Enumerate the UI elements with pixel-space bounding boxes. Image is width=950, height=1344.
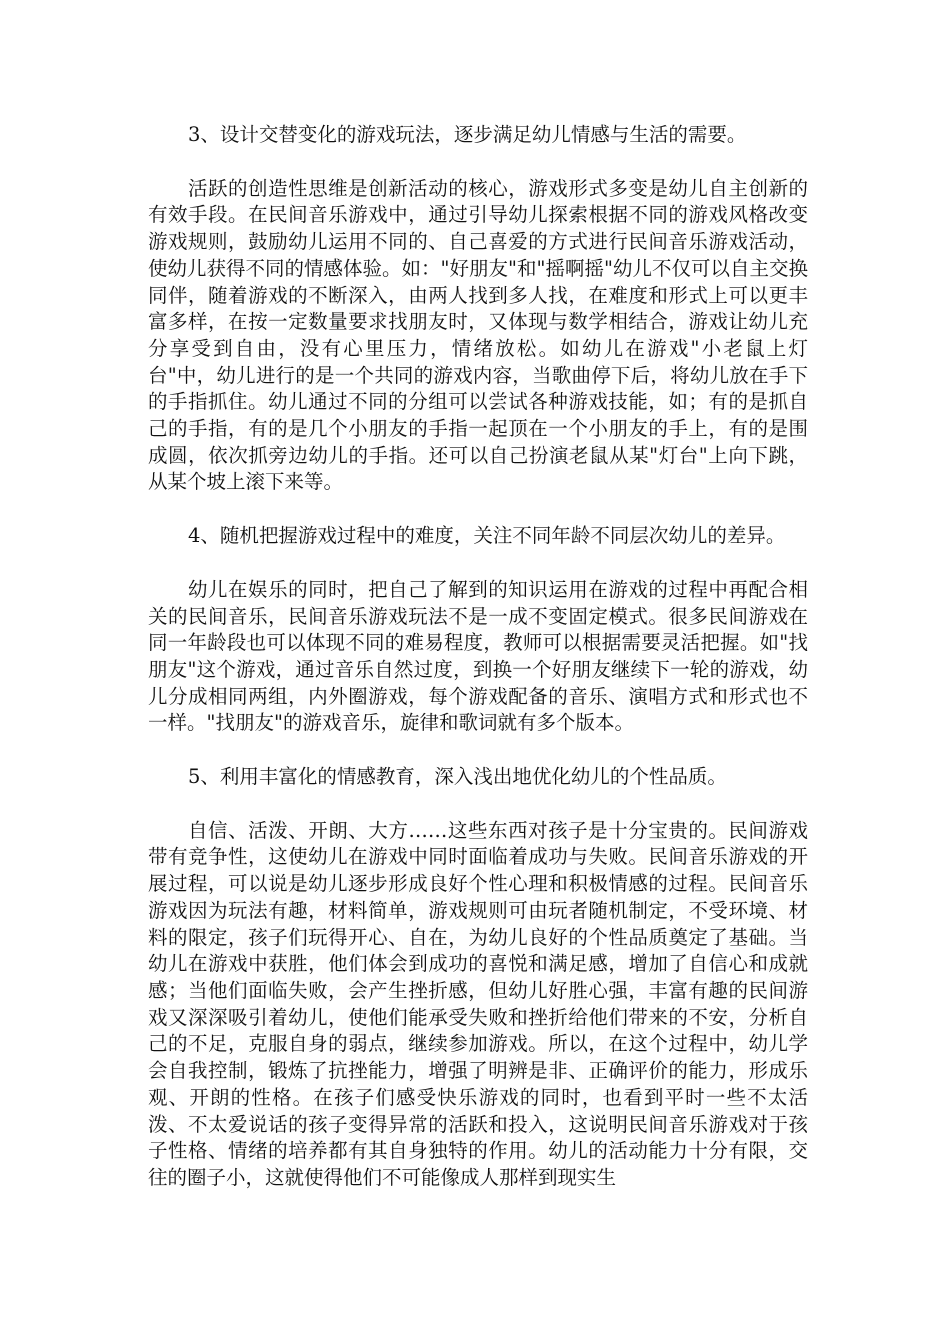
section-heading-3: 3、设计交替变化的游戏玩法，逐步满足幼儿情感与生活的需要。 bbox=[188, 123, 747, 146]
body-paragraph-1: 活跃的创造性思维是创新活动的核心，游戏形式多变是幼儿自主创新的有效手段。在民间音乐游戏中，通过引导幼儿探索根据不同的游戏风格改变游戏规则，鼓励幼儿运用不同的、自己喜爱的方式进行民间音乐游戏活动，使幼儿获得不同的情感体验。如："好朋友"和"摇啊摇"幼儿不仅可以自主交换同伴，随着游戏的不断深入，由两人找到多人找，在难度和形式上可以更丰富多样，在按一定数量要求找朋友时，又体现与数学相结合，游戏让幼儿充分享受到自由，没有心里压力，情绪放松。如幼儿在游戏"小老鼠上灯台"中，幼儿进行的是一个共同的游戏内容，当歌曲停下后，将幼儿放在手下的手指抓住。幼儿通过不同的分组可以尝试各种游戏技能，如；有的是抓自己的手指，有的是几个小朋友的手指一起顶在一个小朋友的手上，有的是围成圆，依次抓旁边幼儿的手指。还可以自己扮演老鼠从某"灯台"上向下跳，从某个坡上滚下来等。 bbox=[148, 176, 808, 494]
section-heading-5: 5、利用丰富化的情感教育，深入浅出地优化幼儿的个性品质。 bbox=[188, 765, 727, 789]
section-heading-4: 4、随机把握游戏过程中的难度，关注不同年龄不同层次幼儿的差异。 bbox=[188, 524, 786, 548]
body-paragraph-2: 幼儿在娱乐的同时，把自己了解到的知识运用在游戏的过程中再配合相关的民间音乐，民间音乐游戏玩法不是一成不变固定模式。很多民间游戏在同一年龄段也可以体现不同的难易程度，教师可以根据需要灵活把握。如"找朋友"这个游戏，通过音乐自然过度，到换一个好朋友继续下一轮的游戏，幼儿分成相同两组，内外圈游戏，每个游戏配备的音乐、演唱方式和形式也不一样。"找朋友"的游戏音乐，旋律和歌词就有多个版本。 bbox=[148, 577, 808, 735]
document-page bbox=[148, 122, 808, 1192]
body-paragraph-3: 自信、活泼、开朗、大方……这些东西对孩子是十分宝贵的。民间游戏带有竞争性，这使幼儿在游戏中同时面临着成功与失败。民间音乐游戏的开展过程，可以说是幼儿逐步形成良好个性心理和积极情感的过程。民间音乐游戏因为玩法有趣，材料简单，游戏规则可由玩者随机制定，不受环境、材料的限定，孩子们玩得开心、自在，为幼儿良好的个性品质奠定了基础。当幼儿在游戏中获胜，他们体会到成功的喜悦和满足感，增加了自信心和成就感；当他们面临失败，会产生挫折感，但幼儿好胜心强，丰富有趣的民间游戏又深深吸引着幼儿，使他们能承受失败和挫折给他们带来的不安，分析自己的不足，克服自身的弱点，继续参加游戏。所以，在这个过程中，幼儿学会自我控制，锻炼了抗挫能力，增强了明辨是非、正确评价的能力，形成乐观、开朗的性格。在孩子们感受快乐游戏的同时，也看到平时一些不太活泼、不太爱说话的孩子变得异常的活跃和投入，这说明民间音乐游戏对于孩子性格、情绪的培养都有其自身独特的作用。幼儿的活动能力十分有限，交往的圈子小，这就使得他们不可能像成人那样到现实生 bbox=[148, 818, 808, 1189]
